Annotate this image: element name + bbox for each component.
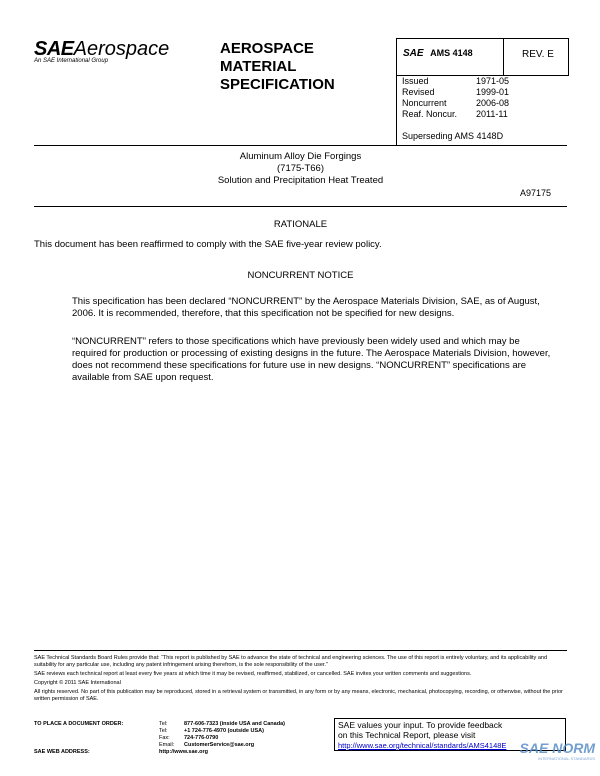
header-rule: [34, 145, 567, 146]
logo-tagline: An SAE International Group: [34, 58, 109, 64]
title-line-3: SPECIFICATION: [220, 76, 335, 93]
order-label: TO PLACE A DOCUMENT ORDER:: [34, 721, 124, 727]
revision-box: [503, 38, 569, 76]
watermark: [505, 740, 595, 761]
feedback-link[interactable]: http://www.sae.org/technical/standards/AMS4148E: [338, 741, 507, 750]
revision-label: REV. E: [522, 49, 554, 60]
date-row: Noncurrent 2006-08: [402, 98, 510, 108]
title-line-1: AEROSPACE: [220, 40, 314, 57]
footer-rule: [34, 650, 567, 651]
subject-line-1: Aluminum Alloy Die Forgings: [239, 151, 362, 162]
title-line-2: MATERIAL: [220, 58, 297, 75]
doc-number-box: [396, 38, 504, 76]
contact-email[interactable]: CustomerService@sae.org: [184, 742, 255, 748]
footer-rights: All rights reserved. No part of this publication may be reproduced, stored in a retrieval system or transmitted, in any form or by any means, electronic, mechanical, photocopying, recording, or otherwise, without the prior written permission of SAE.: [34, 689, 563, 702]
watermark-brand: SAE NORM: [519, 740, 595, 756]
rationale-text: This document has been reaffirmed to comply with the SAE five-year review policy.: [34, 239, 382, 250]
noncurrent-paragraph-1: This specification has been declared “NONCURRENT” by the Aerospace Materials Division, SAE, as of August, 2006. It is recommended, therefore, that this specification not be specified for new designs.: [72, 296, 540, 319]
contact-fax[interactable]: 724-776-0790: [184, 735, 219, 741]
date-table: [402, 76, 522, 120]
footer-notices: [34, 655, 567, 703]
sae-mark: SAE: [403, 48, 424, 59]
sae-aerospace-logo: [34, 38, 194, 64]
date-row: Issued 1971-05: [402, 76, 510, 86]
subject-rule: [34, 206, 567, 207]
contact-phone-intl[interactable]: +1 724-776-4970 (outside USA): [184, 728, 264, 734]
doc-number: AMS 4148: [430, 48, 473, 58]
footer-copyright: Copyright © 2011 SAE International: [34, 680, 121, 686]
web-label: SAE WEB ADDRESS:: [34, 749, 90, 755]
logo-sae-text: SAE: [34, 38, 74, 60]
logo-aerospace-text: Aerospace: [73, 38, 170, 60]
header-vrule: [396, 74, 397, 145]
watermark-sub: INTERNATIONAL STANDARDS: [537, 756, 595, 761]
footer-notice-1: SAE Technical Standards Board Rules provide that: “This report is published by SAE to advance the state of technical and engineering sciences. The use of this report is entirely voluntary, and its applicability and suitability for any particular use, including any patent infringement arising therefrom, is the sole responsibility of the user.”: [34, 655, 548, 668]
subject-line-2: (7175-T66): [277, 163, 324, 174]
uns-number: A97175: [520, 188, 552, 198]
feedback-line-1: SAE values your input. To provide feedback: [338, 720, 503, 730]
document-title: [220, 40, 335, 94]
subject-line-3: Solution and Precipitation Heat Treated: [217, 175, 384, 186]
rationale-heading: RATIONALE: [273, 219, 328, 230]
footer-notice-2: SAE reviews each technical report at least every five years at which time it may be revised, reaffirmed, stabilized, or cancelled. SAE invites your written comments and suggestions.: [34, 671, 472, 677]
contact-phone-us[interactable]: 877-606-7323 (inside USA and Canada): [184, 721, 285, 727]
superseding-note: Superseding AMS 4148D: [402, 131, 504, 141]
date-row: Revised 1999-01: [402, 87, 510, 97]
feedback-line-2: on this Technical Report, please visit: [338, 730, 476, 740]
date-row: Reaf. Noncur. 2011-11: [402, 109, 508, 119]
subject-block: [34, 151, 567, 187]
noncurrent-heading: NONCURRENT NOTICE: [247, 270, 354, 281]
web-address[interactable]: http://www.sae.org: [159, 749, 208, 755]
order-info: TO PLACE A DOCUMENT ORDER: Tel: 877-606-7323 (inside USA and Canada) Tel: +1 724-776-4970 (outside USA) Fax: 724-776-0790 Email: CustomerService@sae.org SAE WEB ADDRESS: http://www.sae.org: [34, 721, 285, 755]
noncurrent-paragraph-2: “NONCURRENT” refers to those specifications which have previously been widely used and which may be required for production or processing of existing designs in the future. The Aerospace Materials Division, however, does not recommend these specifications for future use in new designs. “NONCURRENT” specifications are available from SAE upon request.: [72, 336, 551, 383]
